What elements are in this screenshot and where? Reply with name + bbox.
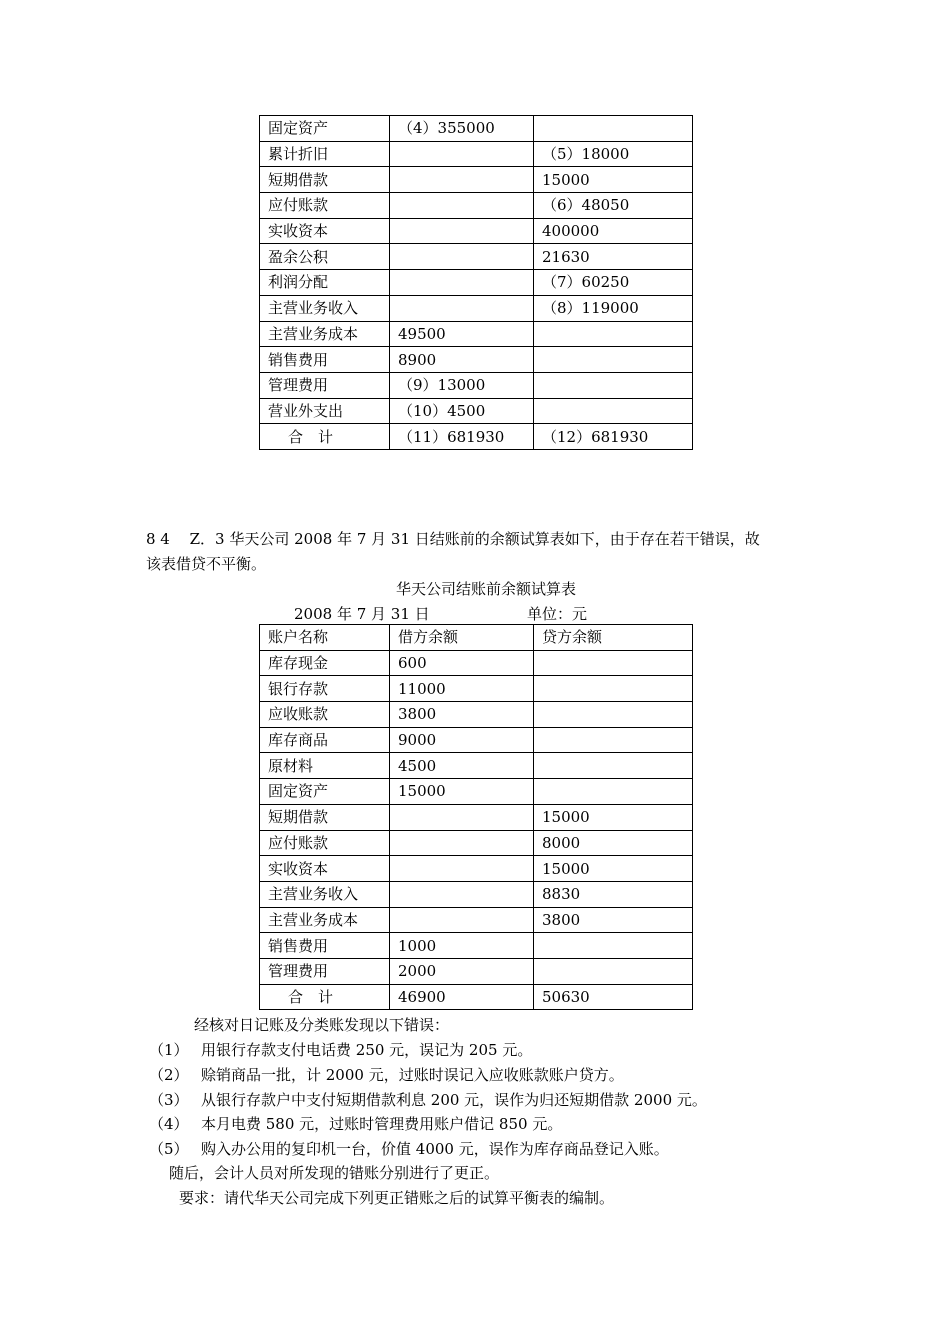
table-cell bbox=[534, 347, 693, 373]
table-cell: （4）355000 bbox=[390, 116, 534, 142]
table-cell bbox=[390, 244, 534, 270]
table-cell: （10）4500 bbox=[390, 398, 534, 424]
table-row bbox=[260, 424, 693, 450]
table-cell: 1000 bbox=[390, 933, 534, 959]
errors-after: 随后，会计人员对所发现的错账分别进行了更正。 bbox=[169, 1164, 500, 1182]
error-item-text: 购入办公用的复印机一台，价值 4000 元，误作为库存商品登记入账。 bbox=[201, 1140, 669, 1158]
table-row bbox=[260, 958, 693, 984]
table-cell: 销售费用 bbox=[260, 347, 390, 373]
table-row bbox=[260, 193, 693, 219]
table-cell bbox=[534, 753, 693, 779]
table-cell bbox=[534, 958, 693, 984]
table-cell: 3800 bbox=[534, 907, 693, 933]
table-cell: 管理费用 bbox=[260, 372, 390, 398]
error-item-number: （1） bbox=[149, 1041, 189, 1059]
table-cell: 15000 bbox=[534, 856, 693, 882]
table-cell: 15000 bbox=[534, 804, 693, 830]
table-cell: 15000 bbox=[390, 779, 534, 805]
table-row bbox=[260, 830, 693, 856]
table-cell bbox=[390, 856, 534, 882]
errors-intro: 经核对日记账及分类账发现以下错误： bbox=[194, 1016, 450, 1034]
table-cell: 主营业务收入 bbox=[260, 295, 390, 321]
table-cell: 营业外支出 bbox=[260, 398, 390, 424]
table-cell: 应付账款 bbox=[260, 830, 390, 856]
error-item-text: 从银行存款户中支付短期借款利息 200 元，误作为归还短期借款 2000 元。 bbox=[201, 1091, 707, 1109]
table-cell: 盈余公积 bbox=[260, 244, 390, 270]
table-cell bbox=[390, 907, 534, 933]
table-row bbox=[260, 984, 693, 1010]
trial-balance-table bbox=[259, 624, 693, 1010]
table-cell bbox=[390, 167, 534, 193]
table-cell: 合 计 bbox=[260, 984, 390, 1010]
table-row bbox=[260, 779, 693, 805]
table-cell: 固定资产 bbox=[260, 116, 390, 142]
table-cell: （11）681930 bbox=[390, 424, 534, 450]
table-date: 2008 年 7 月 31 日 bbox=[294, 605, 430, 623]
table-row bbox=[260, 727, 693, 753]
table-cell bbox=[390, 141, 534, 167]
table-cell bbox=[534, 702, 693, 728]
table-row bbox=[260, 244, 693, 270]
error-item-text: 本月电费 580 元，过账时管理费用账户借记 850 元。 bbox=[201, 1115, 563, 1133]
table-cell: 应付账款 bbox=[260, 193, 390, 219]
table-cell bbox=[390, 295, 534, 321]
table-cell bbox=[534, 779, 693, 805]
table-row bbox=[260, 702, 693, 728]
table-cell: 银行存款 bbox=[260, 676, 390, 702]
table-cell bbox=[534, 933, 693, 959]
trial-balance-table-continued bbox=[259, 115, 693, 450]
table-cell bbox=[390, 881, 534, 907]
table-cell: 50630 bbox=[534, 984, 693, 1010]
table-row bbox=[260, 321, 693, 347]
table-cell: 固定资产 bbox=[260, 779, 390, 805]
error-item bbox=[149, 1138, 669, 1159]
table-cell: 21630 bbox=[534, 244, 693, 270]
table-cell: 15000 bbox=[534, 167, 693, 193]
table-cell bbox=[534, 321, 693, 347]
table-row bbox=[260, 650, 693, 676]
table-row bbox=[260, 856, 693, 882]
table-cell: （7）60250 bbox=[534, 270, 693, 296]
table-row bbox=[260, 141, 693, 167]
question-line-2: 该表借贷不平衡。 bbox=[146, 555, 267, 573]
table-row bbox=[260, 218, 693, 244]
table-cell: 600 bbox=[390, 650, 534, 676]
error-item-number: （2） bbox=[149, 1066, 189, 1084]
table-cell: 46900 bbox=[390, 984, 534, 1010]
error-item-text: 赊销商品一批，计 2000 元，过账时误记入应收账款账户贷方。 bbox=[201, 1066, 624, 1084]
table-row bbox=[260, 676, 693, 702]
table-cell: （12）681930 bbox=[534, 424, 693, 450]
column-header: 贷方余额 bbox=[534, 625, 693, 651]
table-cell: 合 计 bbox=[260, 424, 390, 450]
table-cell: 8900 bbox=[390, 347, 534, 373]
table-cell: 主营业务成本 bbox=[260, 907, 390, 933]
error-item bbox=[149, 1113, 562, 1134]
table-cell: 短期借款 bbox=[260, 167, 390, 193]
requirement: 要求：请代华天公司完成下列更正错账之后的试算平衡表的编制。 bbox=[179, 1189, 615, 1207]
table-cell bbox=[534, 398, 693, 424]
table-cell: 库存商品 bbox=[260, 727, 390, 753]
table-row bbox=[260, 295, 693, 321]
error-item-number: （4） bbox=[149, 1115, 189, 1133]
table-cell: 利润分配 bbox=[260, 270, 390, 296]
table-row bbox=[260, 372, 693, 398]
table-cell: 实收资本 bbox=[260, 856, 390, 882]
table-cell bbox=[534, 372, 693, 398]
table-row bbox=[260, 804, 693, 830]
error-item bbox=[149, 1039, 532, 1060]
error-item-number: （3） bbox=[149, 1091, 189, 1109]
table-header-row bbox=[260, 625, 693, 651]
table-cell: 累计折旧 bbox=[260, 141, 390, 167]
table-cell: 400000 bbox=[534, 218, 693, 244]
table-row bbox=[260, 167, 693, 193]
table-cell bbox=[390, 270, 534, 296]
table-cell: 管理费用 bbox=[260, 958, 390, 984]
table-cell: 49500 bbox=[390, 321, 534, 347]
table-cell: 主营业务收入 bbox=[260, 881, 390, 907]
table-cell: 4500 bbox=[390, 753, 534, 779]
table-cell: 2000 bbox=[390, 958, 534, 984]
table-row bbox=[260, 270, 693, 296]
table-cell bbox=[534, 727, 693, 753]
table-cell: 应收账款 bbox=[260, 702, 390, 728]
table-cell bbox=[534, 650, 693, 676]
table-title: 华天公司结账前余额试算表 bbox=[396, 580, 577, 598]
table-cell: 主营业务成本 bbox=[260, 321, 390, 347]
error-item-number: （5） bbox=[149, 1140, 189, 1158]
table-row bbox=[260, 347, 693, 373]
table-cell: （5）18000 bbox=[534, 141, 693, 167]
table-cell: 销售费用 bbox=[260, 933, 390, 959]
table-cell bbox=[534, 116, 693, 142]
table-cell bbox=[390, 830, 534, 856]
table-cell bbox=[390, 804, 534, 830]
column-header: 账户名称 bbox=[260, 625, 390, 651]
table-cell bbox=[390, 193, 534, 219]
table-cell: （9）13000 bbox=[390, 372, 534, 398]
table-cell: 11000 bbox=[390, 676, 534, 702]
table-row bbox=[260, 398, 693, 424]
table-cell bbox=[390, 218, 534, 244]
table-cell: 短期借款 bbox=[260, 804, 390, 830]
error-item-text: 用银行存款支付电话费 250 元，误记为 205 元。 bbox=[201, 1041, 533, 1059]
table-cell: 库存现金 bbox=[260, 650, 390, 676]
table-row bbox=[260, 907, 693, 933]
table-cell: （6）48050 bbox=[534, 193, 693, 219]
table-unit: 单位：元 bbox=[527, 605, 588, 623]
table-cell: （8）119000 bbox=[534, 295, 693, 321]
question-line-1: 8 4 Z．3 华天公司 2008 年 7 月 31 日结账前的余额试算表如下，由于存在若干错误，故 bbox=[146, 530, 760, 548]
error-item bbox=[149, 1064, 624, 1085]
table-row bbox=[260, 881, 693, 907]
column-header: 借方余额 bbox=[390, 625, 534, 651]
table-row bbox=[260, 116, 693, 142]
table-cell: 8830 bbox=[534, 881, 693, 907]
table-cell bbox=[534, 676, 693, 702]
table-row bbox=[260, 753, 693, 779]
table-cell: 9000 bbox=[390, 727, 534, 753]
table-cell: 原材料 bbox=[260, 753, 390, 779]
table-cell: 3800 bbox=[390, 702, 534, 728]
table-cell: 实收资本 bbox=[260, 218, 390, 244]
table-cell: 8000 bbox=[534, 830, 693, 856]
error-item bbox=[149, 1089, 707, 1110]
table-row bbox=[260, 933, 693, 959]
